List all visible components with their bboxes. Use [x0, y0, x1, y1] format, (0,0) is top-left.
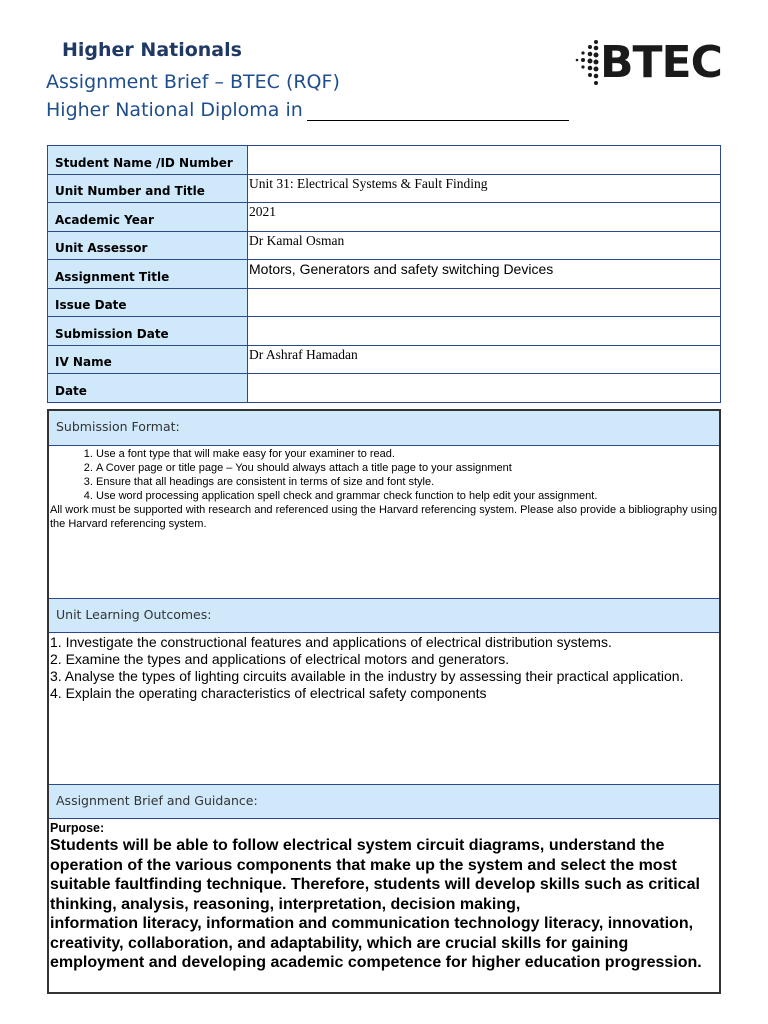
guidance-heading: Assignment Brief and Guidance:: [49, 784, 719, 819]
referencing-note: All work must be supported with research and referenced using the Harvard referencing system. Please also provide a bibliography using the Harvard referencing system.: [50, 504, 718, 530]
row-label: Assignment Title: [48, 260, 248, 289]
list-item: 3. Ensure that all headings are consistent in terms of size and font style.: [96, 475, 719, 489]
brand-title: Higher Nationals: [62, 39, 242, 61]
row-label: Unit Assessor: [48, 231, 248, 260]
table-row: [48, 174, 721, 203]
row-value: Dr Ashraf Hamadan: [248, 345, 721, 374]
list-item: 4. Use word processing application spell check and grammar check function to help edit your assignment.: [96, 489, 719, 503]
row-label: Date: [48, 374, 248, 403]
row-label: Unit Number and Title: [48, 174, 248, 203]
purpose-text-continued: information literacy, information and communication technology literacy, innovation, creativity, collaboration, and adaptability, which are crucial skills for gaining employment and developing academic competence for higher education progression.: [50, 915, 702, 971]
row-value: Motors, Generators and safety switching Devices: [248, 260, 721, 289]
table-row: [48, 317, 721, 346]
table-row: [48, 374, 721, 403]
row-value: [248, 317, 721, 346]
diploma-blank-line: [307, 100, 569, 121]
table-row: [48, 260, 721, 289]
list-item: 3. Analyse the types of lighting circuits available in the industry by assessing their practical application.: [50, 668, 684, 684]
guidance-body: [49, 820, 719, 993]
table-row: [48, 231, 721, 260]
row-label: Issue Date: [48, 288, 248, 317]
row-value: [248, 374, 721, 403]
table-row: [48, 288, 721, 317]
list-item: 4. Explain the operating characteristics of electrical safety components: [50, 685, 487, 701]
row-value: [248, 288, 721, 317]
submission-format-body: [49, 447, 719, 599]
diploma-label: Higher National Diploma in: [46, 99, 303, 121]
row-value: 2021: [248, 203, 721, 232]
row-value: Unit 31: Electrical Systems & Fault Finding: [248, 174, 721, 203]
assignment-info-table: [47, 145, 721, 403]
list-item: 2. A Cover page or title page – You should always attach a title page to your assignment: [96, 461, 719, 475]
learning-outcomes-body: [49, 633, 719, 784]
diploma-line: [46, 99, 569, 121]
brief-sections: [47, 409, 721, 994]
table-row: [48, 146, 721, 175]
row-label: Academic Year: [48, 203, 248, 232]
row-label: Submission Date: [48, 317, 248, 346]
purpose-text: Students will be able to follow electrical system circuit diagrams, understand the operation of the various components that make up the system and select the most suitable faultfinding technique. Therefore, students will develop skills such as critical thinking, analysis, reasoning, interpretation, decision making,: [50, 837, 700, 913]
submission-format-list: [49, 447, 719, 503]
list-item: 1. Investigate the constructional features and applications of electrical distribution systems.: [50, 634, 612, 650]
table-row: [48, 203, 721, 232]
learning-outcomes-heading: Unit Learning Outcomes:: [49, 598, 719, 633]
list-item: 2. Examine the types and applications of electrical motors and generators.: [50, 651, 510, 667]
list-item: 1. Use a font type that will make easy for your examiner to read.: [96, 447, 719, 461]
row-value: Dr Kamal Osman: [248, 231, 721, 260]
btec-logo-text: BTEC: [600, 37, 722, 88]
row-label: IV Name: [48, 345, 248, 374]
table-row: [48, 345, 721, 374]
row-value: [248, 146, 721, 175]
assignment-brief-title: Assignment Brief – BTEC (RQF): [46, 71, 340, 93]
purpose-label: Purpose:: [50, 821, 105, 835]
submission-format-heading: Submission Format:: [49, 411, 719, 446]
row-label: Student Name /ID Number: [48, 146, 248, 175]
